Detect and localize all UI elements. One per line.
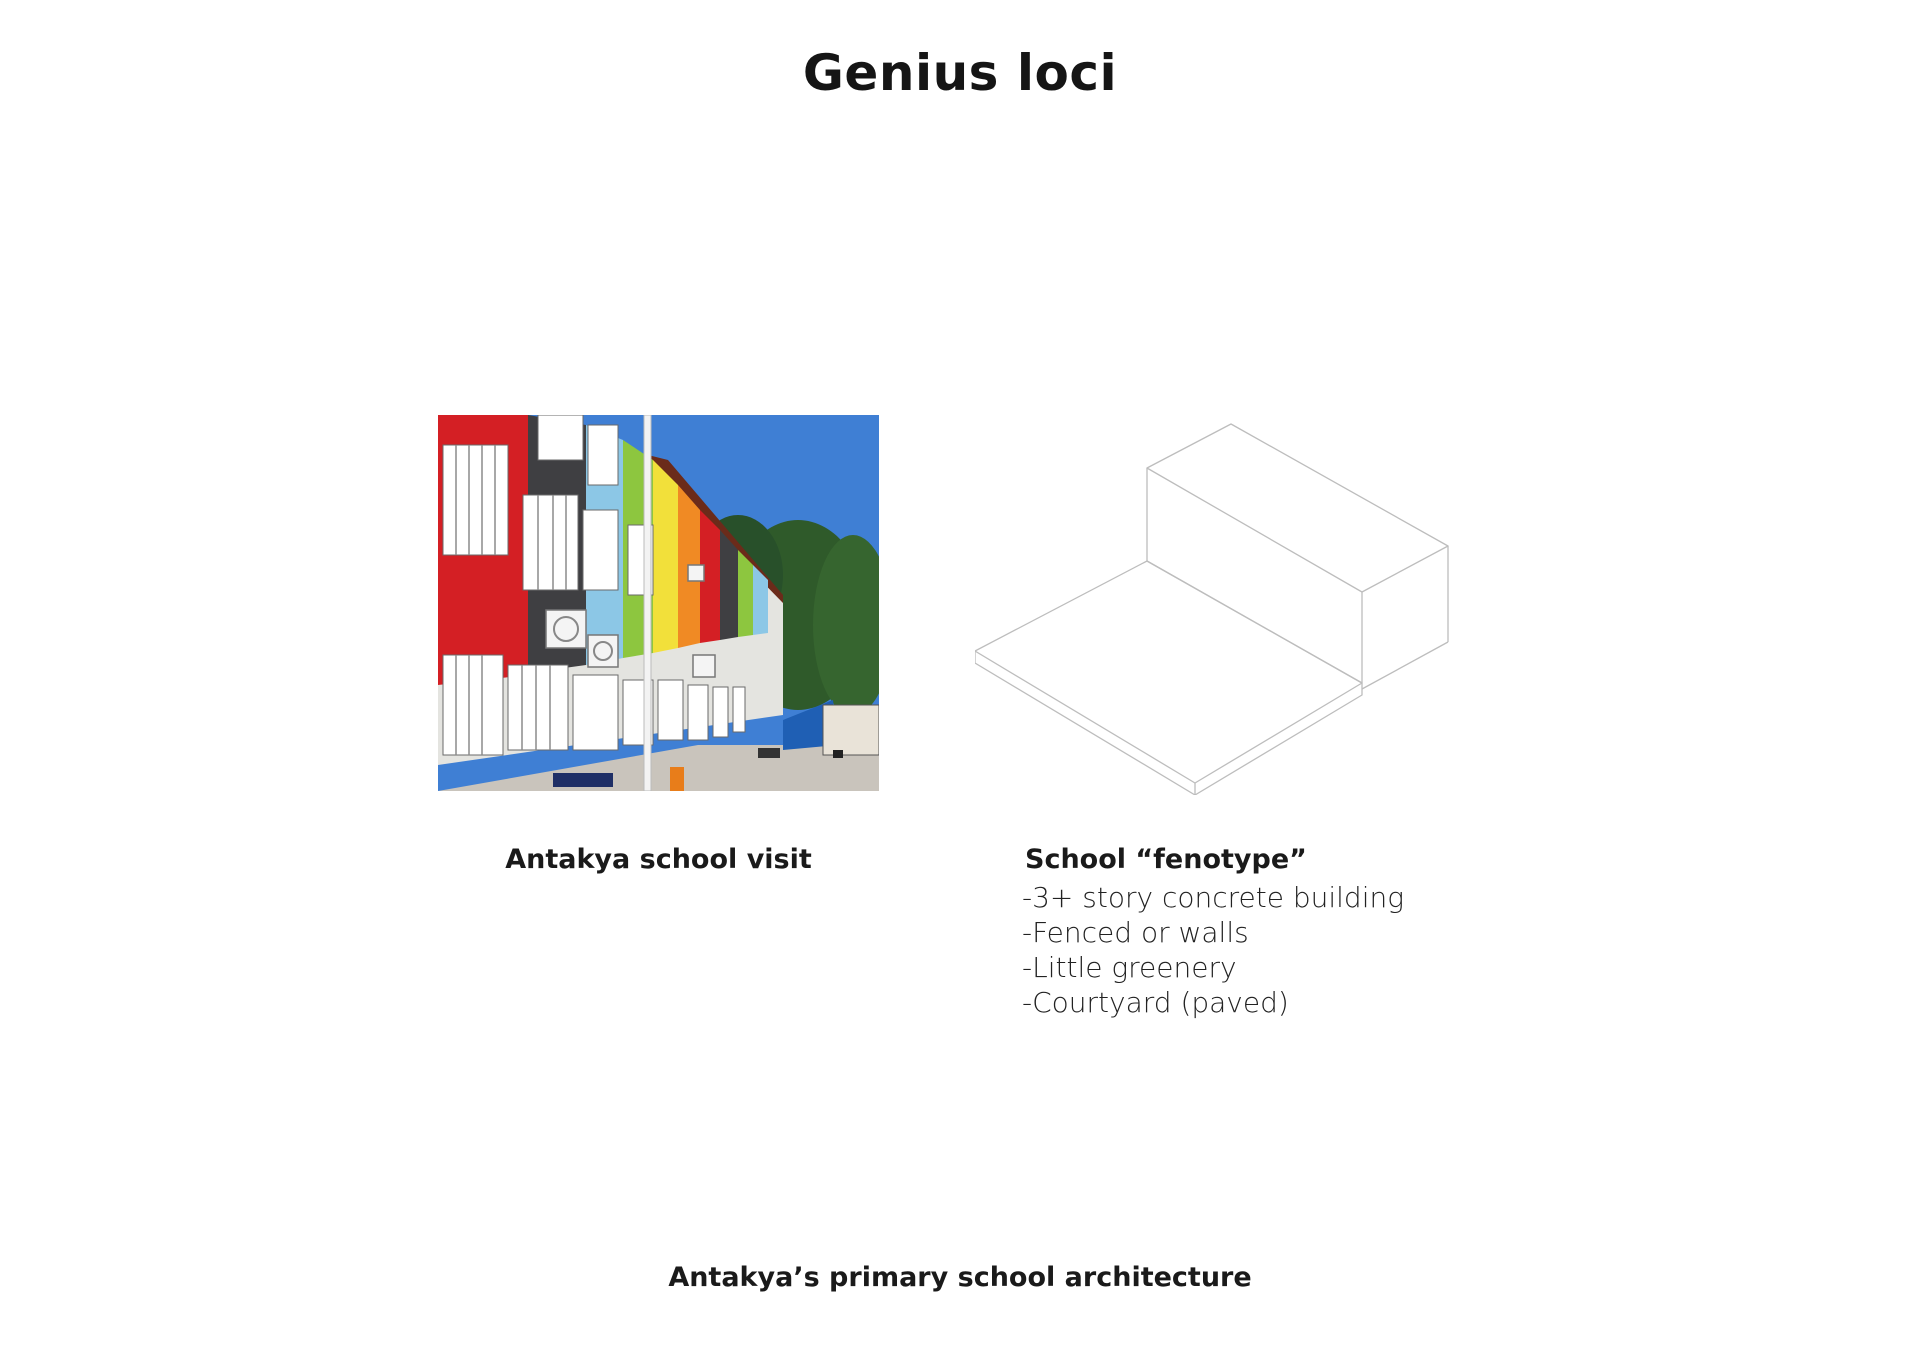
page-title: Genius loci bbox=[802, 44, 1118, 102]
footer-caption: Antakya’s primary school architecture bbox=[668, 1262, 1252, 1293]
list-item: -Fenced or walls bbox=[1022, 916, 1249, 949]
fenotype-title: School “fenotype” bbox=[1025, 844, 1307, 875]
list-item: -Courtyard (paved) bbox=[1022, 986, 1289, 1019]
fenotype-list bbox=[1022, 880, 1404, 1020]
school-axonometric-diagram bbox=[975, 415, 1455, 795]
list-item: -3+ story concrete building bbox=[1022, 881, 1405, 914]
photo-caption: Antakya school visit bbox=[505, 844, 812, 875]
school-photo bbox=[438, 415, 879, 791]
list-item: -Little greenery bbox=[1022, 951, 1237, 984]
